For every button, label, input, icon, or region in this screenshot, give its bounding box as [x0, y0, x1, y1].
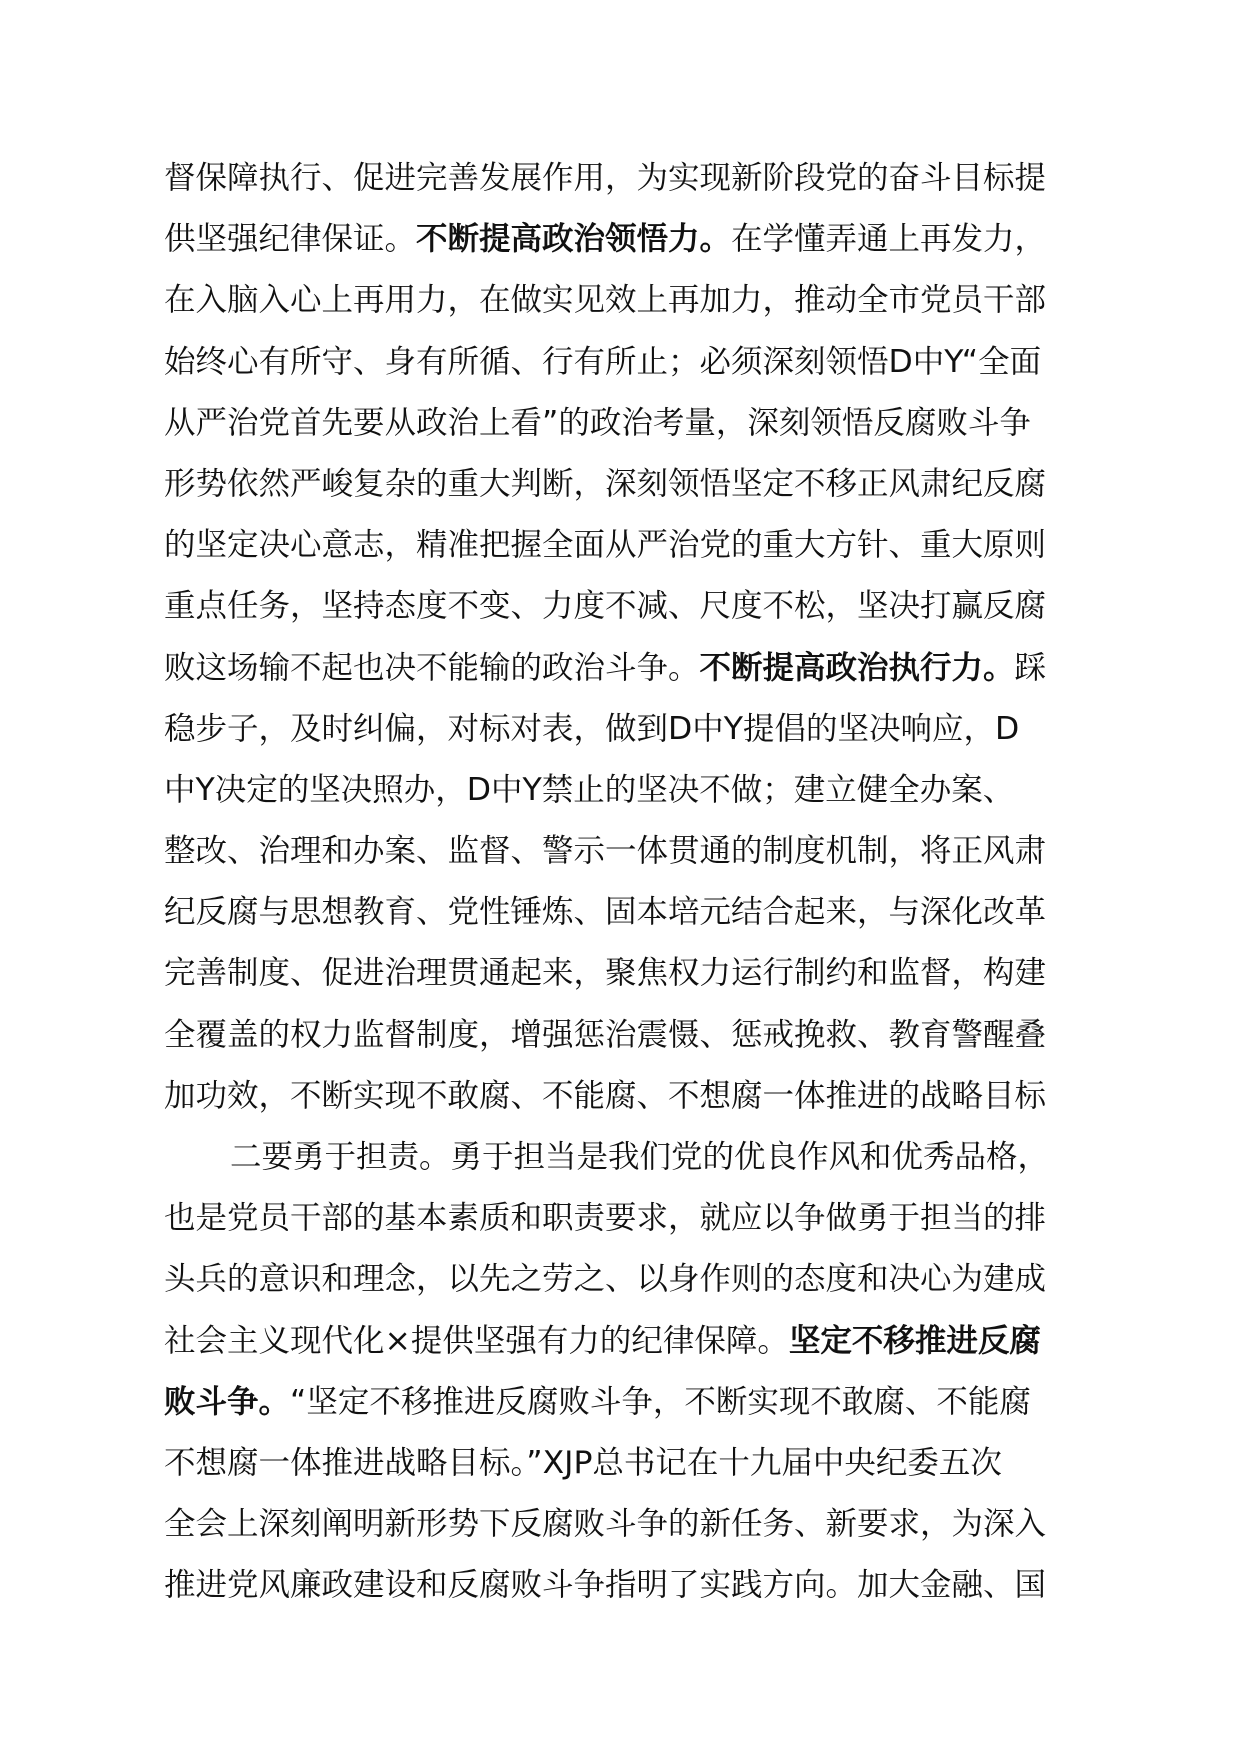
body-text: 形势依然严峻复杂的重大判断，深刻领悟坚定不移正风肃纪反腐 — [164, 465, 1047, 502]
body-text: 从严治党首先要从政治上看”的政治考量，深刻领悟反腐败斗争 — [164, 404, 1031, 441]
text-line — [164, 821, 1114, 882]
text-line — [164, 638, 1114, 699]
bold-heading-text: 坚定不移推进反腐 — [788, 1322, 1041, 1359]
text-line — [164, 1005, 1114, 1066]
text-line — [164, 1555, 1114, 1616]
document-body — [164, 148, 1114, 1617]
body-text: 全会上深刻阐明新形势下反腐败斗争的新任务、新要求，为深入 — [164, 1506, 1047, 1543]
text-line — [164, 760, 1114, 821]
text-line — [164, 515, 1114, 576]
body-text: 也是党员干部的基本素质和职责要求，就应以争做勇于担当的排 — [164, 1200, 1047, 1237]
text-line — [164, 1249, 1114, 1310]
body-text: 重点任务，坚持态度不变、力度不减、尺度不松，坚决打赢反腐 — [164, 588, 1047, 625]
body-text: 全覆盖的权力监督制度，增强惩治震慑、惩戒挽救、教育警醒叠 — [164, 1016, 1047, 1053]
text-line — [164, 270, 1114, 331]
body-text: 踩 — [1014, 649, 1047, 686]
body-text: 败这场输不起也决不能输的政治斗争。 — [164, 649, 700, 686]
body-text: 供坚强纪律保证。 — [164, 221, 417, 258]
text-line — [164, 699, 1114, 760]
body-text: 加功效，不断实现不敢腐、不能腐、不想腐一体推进的战略目标 — [164, 1077, 1047, 1114]
body-text: 督保障执行、促进完善发展作用，为实现新阶段党的奋斗目标提 — [164, 160, 1047, 196]
text-line — [164, 576, 1114, 637]
bold-heading-text: 不断提高政治领悟力。 — [416, 221, 732, 258]
body-text: 不想腐一体推进战略目标。”XJP总书记在十九届中央纪委五次 — [164, 1444, 1002, 1481]
text-line — [164, 1494, 1114, 1555]
body-text: 整改、治理和办案、监督、警示一体贯通的制度机制，将正风肃 — [164, 833, 1047, 870]
text-line — [164, 882, 1114, 943]
body-text: 头兵的意识和理念，以先之劳之、以身作则的态度和决心为建成 — [164, 1261, 1047, 1298]
body-text: 在学懂弄通上再发力， — [731, 221, 1047, 258]
bold-heading-text: 不断提高政治执行力。 — [699, 649, 1015, 686]
body-text: 纪反腐与思想教育、党性锤炼、固本培元结合起来，与深化改革 — [164, 894, 1047, 931]
text-line — [164, 393, 1114, 454]
body-text: 始终心有所守、身有所循、行有所止；必须深刻领悟D中Y“全面 — [164, 343, 1042, 380]
body-text: 稳步子，及时纠偏，对标对表，做到D中Y提倡的坚决响应，D — [164, 710, 1020, 747]
body-text: 完善制度、促进治理贯通起来，聚焦权力运行制约和监督，构建 — [164, 955, 1047, 992]
text-line — [164, 1311, 1114, 1372]
text-line — [164, 209, 1114, 270]
body-text: 社会主义现代化×提供坚强有力的纪律保障。 — [164, 1322, 789, 1359]
text-line — [164, 332, 1114, 393]
body-text: “坚定不移推进反腐败斗争，不断实现不敢腐、不能腐 — [290, 1383, 1031, 1420]
text-line — [164, 454, 1114, 515]
body-text: 在入脑入心上再用力，在做实见效上再加力，推动全市党员干部 — [164, 282, 1047, 319]
body-text: 推进党风廉政建设和反腐败斗争指明了实践方向。加大金融、国 — [164, 1567, 1047, 1604]
body-text: 中Y决定的坚决照办，D中Y禁止的坚决不做；建立健全办案、 — [164, 771, 1015, 808]
text-line — [164, 148, 1114, 209]
text-line — [164, 1127, 1114, 1188]
body-text: 二要勇于担责。勇于担当是我们党的优良作风和优秀品格， — [230, 1139, 1050, 1175]
text-line — [164, 1066, 1114, 1127]
body-text: 的坚定决心意志，精准把握全面从严治党的重大方针、重大原则 — [164, 527, 1047, 564]
text-line — [164, 1372, 1114, 1433]
text-line — [164, 943, 1114, 1004]
text-line — [164, 1188, 1114, 1249]
text-line — [164, 1433, 1114, 1494]
bold-heading-text: 败斗争。 — [164, 1383, 291, 1420]
